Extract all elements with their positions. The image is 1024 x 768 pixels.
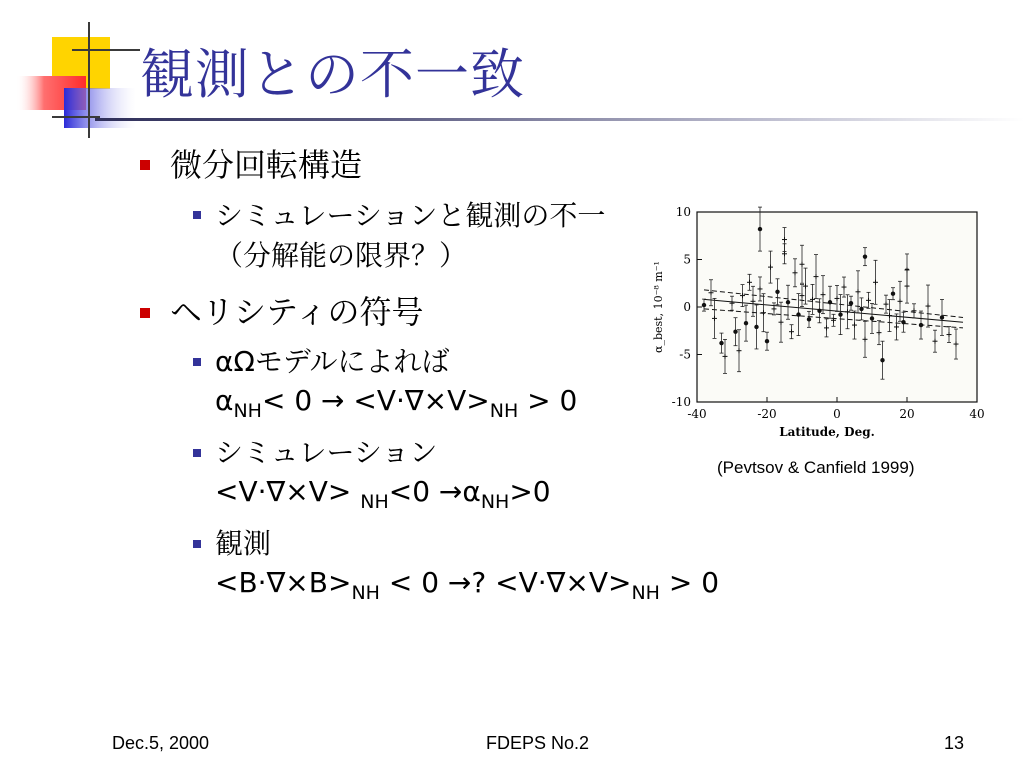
sub-bullet-simulation: シミュレーション xyxy=(215,436,438,469)
y-tick-label: -5 xyxy=(679,347,691,362)
data-point xyxy=(765,339,769,343)
data-point xyxy=(940,315,944,319)
data-point xyxy=(817,309,821,313)
bullet-marker-red xyxy=(140,160,150,170)
data-point xyxy=(870,316,874,320)
bullet-helicity-sign: ヘリシティの符号 xyxy=(170,293,424,331)
bullet-marker-blue xyxy=(193,211,201,219)
x-axis-label: Latitude, Deg. xyxy=(779,425,875,439)
data-point xyxy=(859,307,863,311)
data-point xyxy=(901,320,905,324)
data-point xyxy=(786,300,790,304)
sub-bullet-observation: 観測 xyxy=(215,527,272,560)
y-tick-label: 5 xyxy=(683,252,691,267)
x-tick-label: -40 xyxy=(687,407,707,421)
bullet-marker-blue xyxy=(193,449,201,457)
data-point xyxy=(758,227,762,231)
figure-caption: (Pevtsov & Canfield 1999) xyxy=(717,458,915,477)
equation-observation: $<B\cdot\nabla\times B>_{NH} < 0$ →? $<V\cdot\nabla\times V>_{NH} > 0$ xyxy=(215,566,720,604)
data-point xyxy=(863,254,867,258)
y-tick-label: -10 xyxy=(671,395,691,409)
x-tick-label: 20 xyxy=(899,407,915,421)
data-point xyxy=(719,341,723,345)
data-point xyxy=(733,330,737,334)
y-tick-label: 10 xyxy=(675,205,691,219)
bullet-differential-rotation: 微分回転構造 xyxy=(170,146,363,184)
data-point xyxy=(849,301,853,305)
data-point xyxy=(796,312,800,316)
sub-bullet-simulation-mismatch: シミュレーションと観測の不一 xyxy=(215,199,606,232)
x-tick-label: 40 xyxy=(969,407,985,421)
data-point xyxy=(891,292,895,296)
data-point xyxy=(775,290,779,294)
bullet-marker-blue xyxy=(193,358,201,366)
data-point xyxy=(838,312,842,316)
data-point xyxy=(828,300,832,304)
y-axis-label: α_best, 10⁻⁸ m⁻¹ xyxy=(652,261,665,353)
x-tick-label: -20 xyxy=(757,407,777,421)
equation-alpha-omega: $\alpha_{NH}< 0 \to <V\cdot\nabla\times V>_{NH} > 0$ xyxy=(215,384,578,422)
footer-title: FDEPS No.2 xyxy=(486,733,590,753)
slide-title: 観測との不一致 xyxy=(140,43,525,106)
data-point xyxy=(702,303,706,307)
data-point xyxy=(919,323,923,327)
data-point xyxy=(807,317,811,321)
alpha-latitude-scatter-plot xyxy=(640,200,990,450)
sub-bullet-alpha-omega-model: αΩモデルによれば xyxy=(215,345,450,378)
data-point xyxy=(880,358,884,362)
page-number: 13 xyxy=(944,733,965,753)
x-tick-label: 0 xyxy=(833,407,841,421)
y-tick-label: 0 xyxy=(683,300,691,314)
title-divider xyxy=(95,118,1024,121)
sub-bullet-resolution-limit: （分解能の限界？） xyxy=(215,239,468,272)
footer-date: Dec.5, 2000 xyxy=(112,733,210,753)
bullet-marker-blue xyxy=(193,540,201,548)
data-point xyxy=(744,321,748,325)
data-point xyxy=(754,325,758,329)
bullet-marker-red xyxy=(140,308,150,318)
equation-simulation: $<V\cdot\nabla\times V> _{NH}<0 \to\alpha_{NH}>0$ xyxy=(215,475,551,513)
